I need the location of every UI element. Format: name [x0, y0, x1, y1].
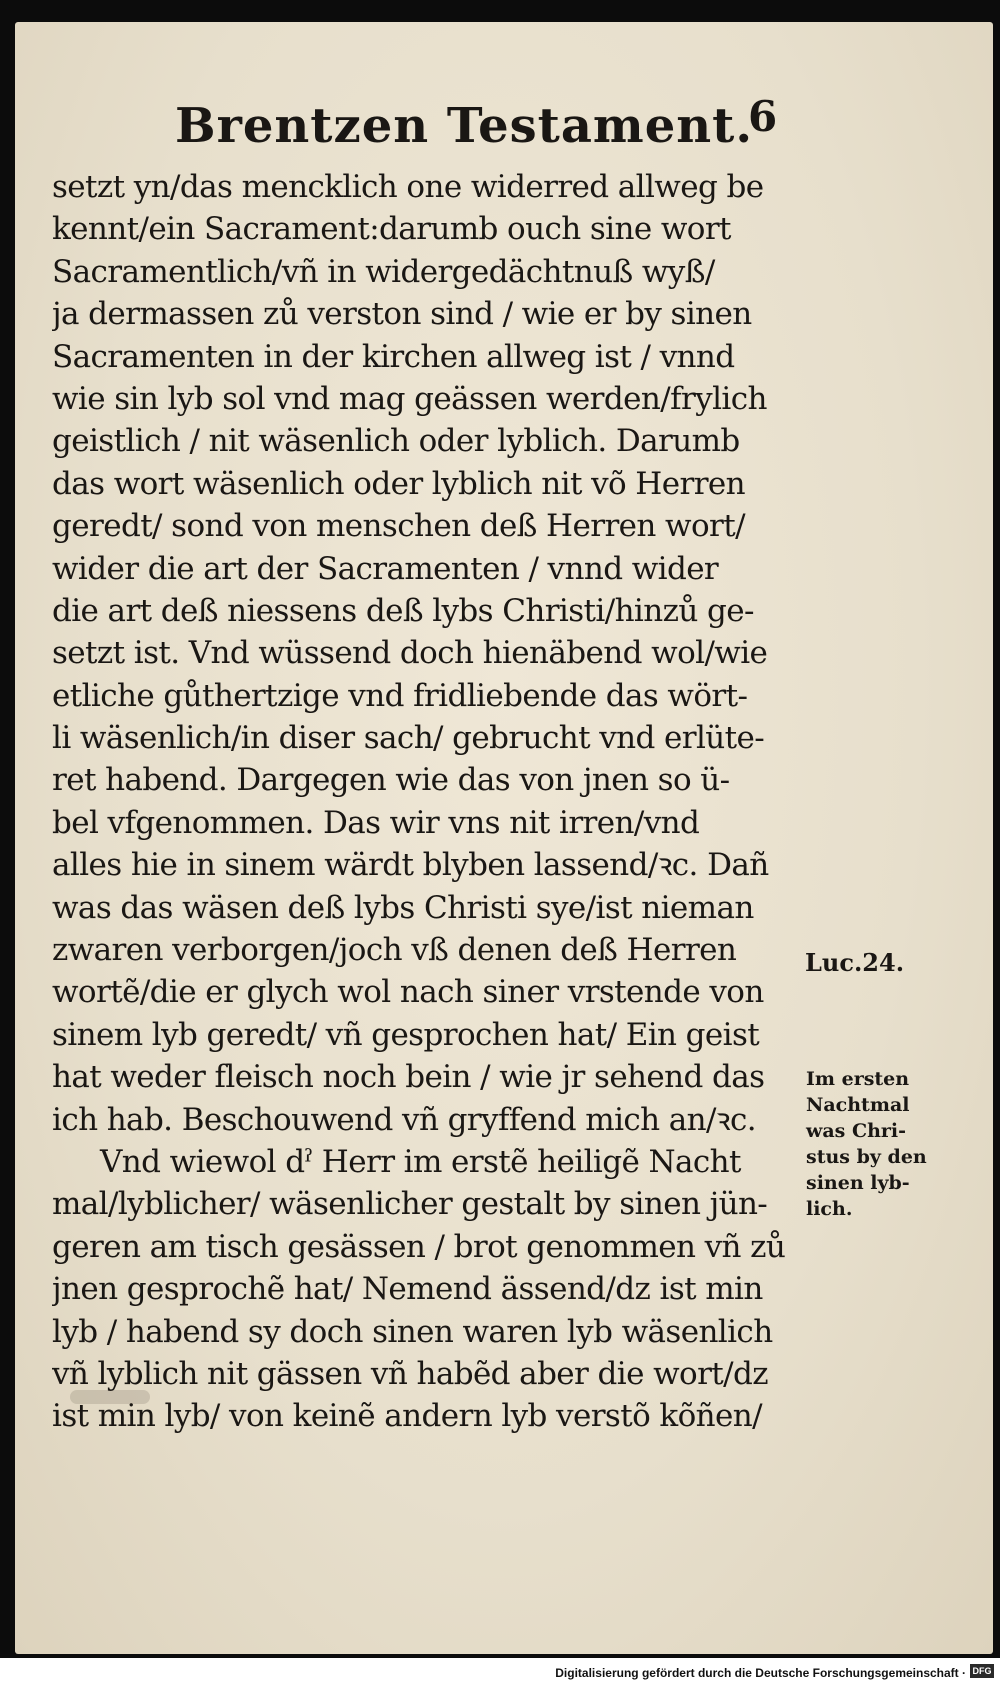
text-line-5: Sacramenten in der kirchen allweg ist / vnnd: [52, 338, 735, 375]
text-line-6: wie sin lyb sol vnd mag geässen werden/frylich: [52, 380, 767, 417]
text-line-10: wider die art der Sacramenten / vnnd wider: [52, 550, 719, 587]
body-text: [52, 166, 802, 1438]
margin-note-line: was Chri-: [806, 1120, 907, 1142]
margin-note-line: stus by den: [806, 1146, 927, 1168]
text-line-9: geredt/ sond von menschen deß Herren wort/: [52, 508, 745, 545]
text-line-21: sinem lyb geredt/ vñ gesprochen hat/ Ein geist: [52, 1016, 760, 1053]
ink-smudge: [70, 1390, 150, 1404]
folio-number: 6: [748, 92, 778, 141]
text-line-19: zwaren verborgen/joch vß denen deß Herren: [52, 932, 737, 969]
text-line-8: das wort wäsenlich oder lyblich nit võ Herren: [52, 465, 746, 502]
margin-note-line: Im ersten: [806, 1068, 910, 1090]
margin-note-line: lich.: [806, 1198, 853, 1220]
text-line-11: die art deß niessens deß lybs Christi/hinzů ge-: [52, 592, 754, 629]
text-line-3: Sacramentlich/vñ in widergedächtnuß wyß/: [52, 253, 715, 290]
text-line-7: geistlich / nit wäsenlich oder lyblich. Darumb: [52, 423, 740, 460]
text-line-18: was das wäsen deß lybs Christi sye/ist nieman: [52, 889, 754, 926]
running-head: Brentzen Testament.: [175, 98, 754, 154]
text-line-26: geren am tisch gesässen / brot genommen vñ zů: [52, 1228, 786, 1265]
text-line-30: ist min lyb/ von keinẽ andern lyb verstõ kõñen/: [52, 1398, 762, 1435]
margin-note-line: Nachtmal: [806, 1094, 910, 1116]
margin-note-line: sinen lyb-: [806, 1172, 910, 1194]
text-line-12: setzt ist. Vnd wüssend doch hienäbend wol/wie: [52, 635, 768, 672]
text-line-1: setzt yn/das mencklich one widerred allweg be: [52, 169, 764, 205]
text-line-23: ich hab. Beschouwend vñ gryffend mich an/ꝛc.: [52, 1101, 756, 1138]
text-line-13: etliche gůthertzige vnd fridliebende das wört-: [52, 677, 748, 714]
text-line-17: alles hie in sinem wärdt blyben lassend/ꝛc. Dañ: [52, 847, 769, 884]
text-line-24: Vnd wiewol dˀ Herr im erstẽ heiligẽ Nacht: [100, 1143, 741, 1180]
text-line-15: ret habend. Dargegen wie das von jnen so ü-: [52, 762, 730, 799]
margin-note-luke: Luc.24.: [805, 948, 905, 977]
text-line-27: jnen gesprochẽ hat/ Nemend ässend/dz ist min: [52, 1271, 763, 1308]
text-line-2: kennt/ein Sacrament:darumb ouch sine wort: [52, 211, 731, 248]
text-line-20: wortẽ/die er glych wol nach siner vrstende von: [52, 974, 764, 1011]
text-line-29: vñ lyblich nit gässen vñ habẽd aber die wort/dz: [52, 1355, 768, 1392]
text-line-25: mal/lyblicher/ wäsenlicher gestalt by sinen jün-: [52, 1186, 768, 1223]
dfg-logo-icon: DFG: [970, 1664, 994, 1678]
text-line-28: lyb / habend sy doch sinen waren lyb wäsenlich: [52, 1313, 773, 1350]
margin-note-nachtmal: [806, 1066, 927, 1222]
text-line-14: li wäsenlich/in diser sach/ gebrucht vnd erlüte-: [52, 720, 765, 757]
text-line-16: bel vfgenommen. Das wir vns nit irren/vnd: [52, 804, 700, 841]
footer-credit: Digitalisierung gefördert durch die Deutsche Forschungsgemeinschaft ·: [555, 1666, 966, 1680]
text-line-22: hat weder fleisch noch bein / wie jr sehend das: [52, 1059, 765, 1096]
text-line-4: ja dermassen zů verston sind / wie er by sinen: [52, 296, 752, 333]
